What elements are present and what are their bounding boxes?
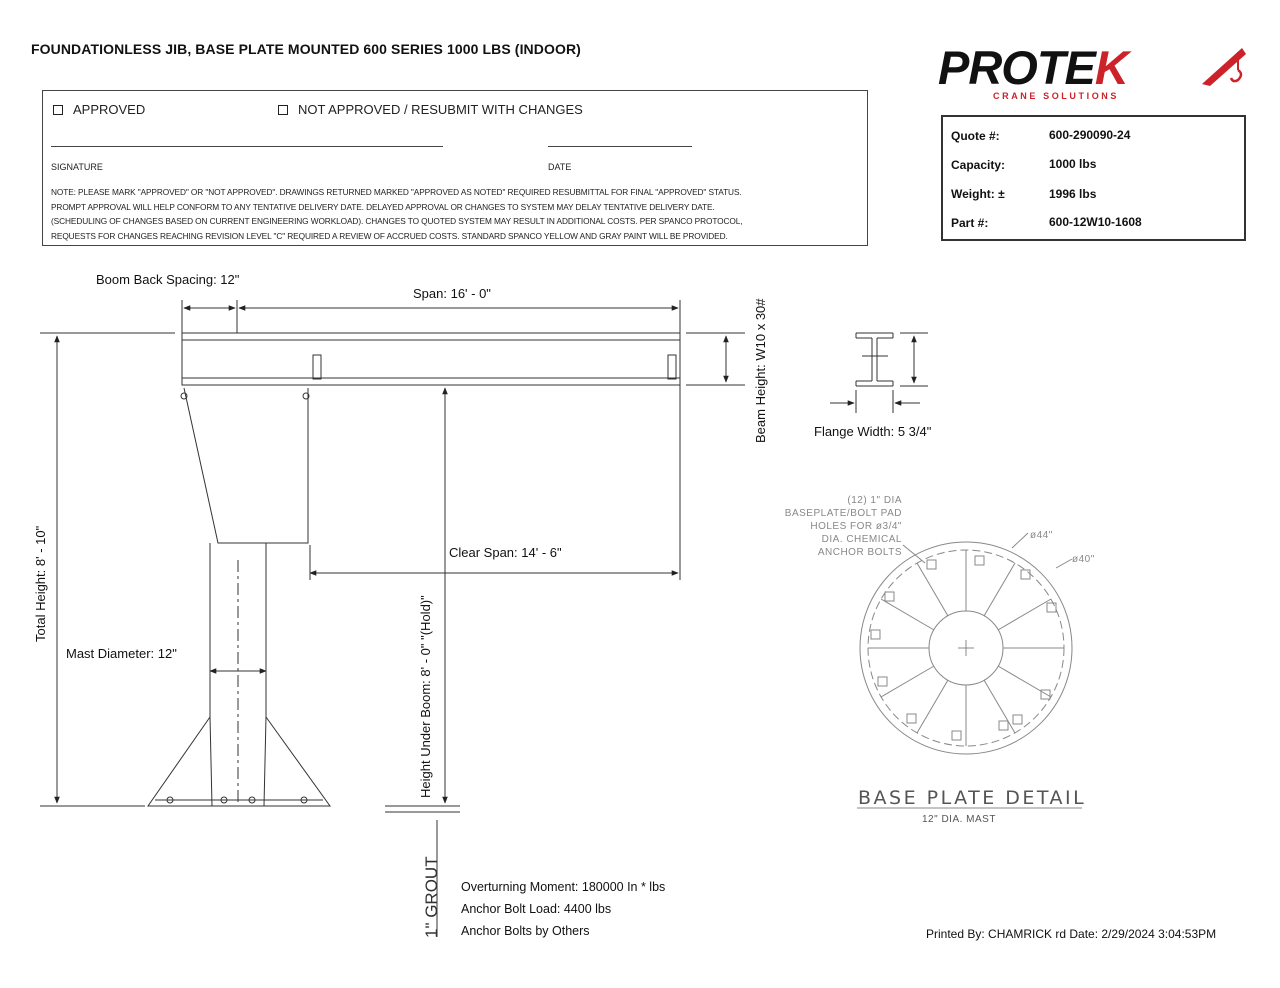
mast-diameter-label: Mast Diameter: 12" <box>66 646 177 661</box>
span-label: Span: 16' - 0" <box>413 286 491 301</box>
quote-label: Quote #: <box>951 129 1000 143</box>
capacity-value: 1000 lbs <box>1049 157 1097 171</box>
note-line: (SCHEDULING OF CHANGES BASED ON CURRENT ENGINEERING WORKLOAD). CHANGES TO QUOTED SYSTEM MAY RESULT IN ADDITIONAL COSTS. PER SPANCO PROTOCOL, <box>51 216 743 226</box>
support-bracket <box>181 388 309 543</box>
holes-note-line: ANCHOR BOLTS <box>817 547 902 558</box>
boom-back-spacing-label: Boom Back Spacing: 12" <box>96 272 240 287</box>
capacity-label: Capacity: <box>951 158 1006 172</box>
base-gusset <box>148 717 330 806</box>
date-label: DATE <box>548 162 572 172</box>
total-height-label: Total Height: 8' - 10" <box>33 525 48 642</box>
boom-beam <box>182 333 680 385</box>
holes-note-line: (12) 1" DIA <box>847 495 902 506</box>
drawing-title: FOUNDATIONLESS JIB, BASE PLATE MOUNTED 600 SERIES 1000 LBS (INDOOR) <box>31 41 581 57</box>
weight-label: Weight: ± <box>951 187 1005 201</box>
logo-tagline: CRANE SOLUTIONS <box>993 91 1120 101</box>
note-line: NOTE: PLEASE MARK "APPROVED" OR "NOT APPROVED". DRAWINGS RETURNED MARKED "APPROVED AS NOTED" REQUIRED RESUBMITTAL FOR FINAL "APPROVED" STATUS. <box>51 187 742 197</box>
part-value: 600-12W10-1608 <box>1049 215 1142 229</box>
clear-span-label: Clear Span: 14' - 6" <box>449 545 562 560</box>
part-label: Part #: <box>951 216 989 230</box>
anchor-bolts-note: Anchor Bolts by Others <box>461 924 590 938</box>
approved-label: APPROVED <box>73 102 146 117</box>
not-approved-label: NOT APPROVED / RESUBMIT WITH CHANGES <box>298 102 583 117</box>
holes-note-line: DIA. CHEMICAL <box>821 534 902 545</box>
load-notes <box>461 876 665 942</box>
anchor-bolt-load: Anchor Bolt Load: 4400 lbs <box>461 902 612 916</box>
printed-by: Printed By: CHAMRICK rd Date: 2/29/2024 3:04:53PM <box>926 927 1217 941</box>
weight-value: 1996 lbs <box>1049 187 1097 201</box>
logo-k: K <box>1094 41 1128 94</box>
dia-40-label: ø40" <box>1072 554 1095 565</box>
beam-height-label: Beam Height: W10 x 30# <box>753 298 768 443</box>
base-plate-detail <box>857 533 1082 808</box>
holes-note-line: BASEPLATE/BOLT PAD <box>784 508 902 519</box>
dia-44-label: ø44" <box>1030 530 1053 541</box>
overturning-moment: Overturning Moment: 180000 In * lbs <box>461 880 666 894</box>
signature-label: SIGNATURE <box>51 162 103 172</box>
note-line: REQUESTS FOR CHANGES REACHING REVISION LEVEL "C" REQUIRED A REVIEW OF ACCRUED COSTS. STANDARD SPANCO YELLOW AND GRAY PAINT WILL BE PROVIDED. <box>51 230 728 241</box>
flange-width-label: Flange Width: 5 3/4" <box>814 424 932 439</box>
base-plate-subtitle: 12" DIA. MAST <box>922 814 996 825</box>
grout-label: 1" GROUT <box>422 856 441 938</box>
mast <box>210 543 266 806</box>
note-line: PROMPT APPROVAL WILL HELP CONFORM TO ANY TENTATIVE DELIVERY DATE. DELAYED APPROVAL OR CHANGES TO SYSTEM MAY DELAY TENTATIVE DELIVERY DATE. <box>51 201 715 212</box>
height-under-boom-label: Height Under Boom: 8' - 0" "(Hold)" <box>418 595 433 798</box>
holes-note-line: HOLES FOR ø3/4" <box>810 521 902 532</box>
logo-text: PROTE <box>938 41 1095 94</box>
beam-section <box>830 333 928 413</box>
quote-value: 600-290090-24 <box>1049 128 1131 142</box>
base-plate-title: BASE PLATE DETAIL <box>858 787 1087 809</box>
